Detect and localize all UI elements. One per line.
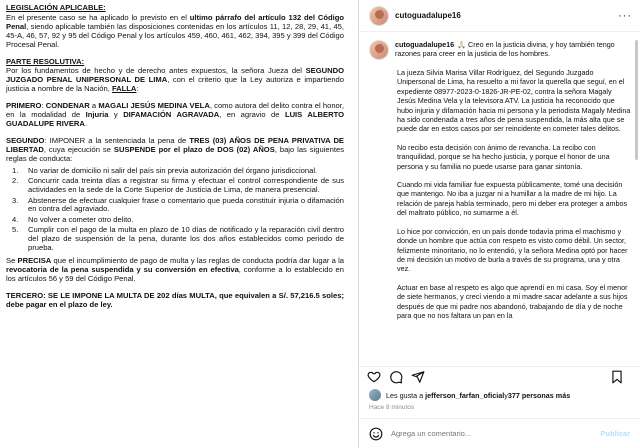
list-item: 5. Cumplir con el pago de la multa en plazo de 10 días de notificado y la reparación civil dentro del plazo de suspensión de la pena, durante los dos años establecidos como periodo de prueba. [12,225,344,253]
post-timestamp: Hace 8 minutos [369,404,415,411]
post-header [359,0,640,32]
share-icon[interactable] [411,370,425,384]
paragraph-tercero: TERCERO: SE LE IMPONE LA MULTA DE 202 días MULTA, que equivalen a S/. 57,216.5 soles; debe pagar en el plazo de ley. [6,290,344,309]
caption-area [359,36,640,376]
likes-summary [369,389,632,401]
paragraph-fundamentos: Por los fundamentos de hecho y de derecho antes expuestos, la señora Jueza del SEGUNDO JUZGADO PENAL UNIPERSONAL DE LIMA, con el criterio que la Ley autoriza e impartiendo justicia a nombre de la Nación, FALLA: [6,66,345,94]
list-item: 1. No variar de domicilio ni salir del país sin previa autorización del órgano jurisdiccional. [12,165,318,175]
heart-icon[interactable] [367,370,381,384]
list-item: 2. Concurrir cada treinta días a registrar su firma y efectuar el control correspondiente de sus actividades en la sede de la Corte Superior de Justicia de Lima, de manera presencial. [12,176,344,194]
heading-legislacion: LEGISLACIÓN APLICABLE: [6,3,106,12]
avatar[interactable] [369,40,389,60]
caption-paragraph: La jueza Silvia Marisa Villar Rodríguez, del Segundo Juzgado Unipersonal de Lima, ha resuelto a mi favor la querella que seguí, en el expediente 08977-2023-0-1826-JR-PE-02, contra la señora Magaly Jesús Medina Vela y la televisora ATV. La justicia ha reconocido que hubo injuria y difamación hacia mi persona y la periodista Magaly Medina ha sido condenada a tres años de pena suspendida, la más alta que se puede dar en estos casos por ser reincidente en cometer tales delitos. [397,68,631,134]
caption-lead [395,40,632,60]
list-item: 4. No volver a cometer otro delito. [12,214,134,224]
caption-paragraph: Lo hice por convicción, en un país donde todavía prima el machismo y donde un hombre que actúa con respeto es visto como débil. Un sector, felizmente minoritario, no lo entendió, y la señora Medina optó por hacer de mi decisión un motivo de burla a través de su programa, una y otra vez. [397,226,628,274]
list-item: 3. Abstenerse de efectuar cualquier frase o comentario que pueda constituir injuria o difamación en contra del agraviado. [12,195,344,214]
post-actions [359,366,640,386]
avatar[interactable] [369,389,381,401]
comment-bar [359,418,640,448]
paragraph-primero: PRIMERO: CONDENAR a MAGALI JESÚS MEDINA VELA, como autora del delito contra el honor, en la modalidad de Injuria y DIFAMACIÓN AGRAVADA, en agravio de LUIS ALBERTO GUADALUPE RIVERA. [6,101,344,128]
paragraph-precisa: Se PRECISA que el incumplimiento de pago de multa y las reglas de conducta podría dar lugar a la revocatoria de la pena suspendida y su conversión en efectiva, conforme a lo establecido en los artículos 56 y 59 del Código Penal. [6,256,344,283]
paragraph-legislacion: En el presente caso se ha aplicado lo previsto en el ultimo párrafo del artículo 132 del Código Penal, siendo aplicable también las disposiciones contenidas en los artículos 11, 12, 28, 29, 41, 45, 45-A, 46, 57, 92 y 95 del Código Penal y los artículos 459, 460, 461, 462, 394, 395 y 399 del Código Procesal Penal. [6,12,344,49]
caption-paragraph: Actuar en base al respeto es algo que aprendí en mi casa. Soy el menor de siete hermanos, y crecí viendo a mi madre sacar adelante a sus hijos después de que mi padre nos abandonó, trabajando de día y de noche para que no nos faltara un pan en la [397,282,628,320]
caption-paragraph: Cuando mi vida familiar fue expuesta públicamente, tomé una decisión que mantengo. No iba a juzgar ni a humillar a la madre de mi hijo. La relación de pareja había terminado, pero mi deber era proteger a ambos del maltrato público, no sumarme a él. [397,180,628,218]
liker-username[interactable]: jefferson_farfan_oficial [425,390,505,400]
comment-input[interactable] [391,429,600,438]
likes-mid: y [504,390,508,400]
conduct-rules-list [6,167,344,254]
comment-icon[interactable] [389,370,403,384]
caption-username[interactable]: cutoguadalupe16 [395,40,455,49]
caption-lead-text: 🙏🏻 Creo en la justicia divina, y hoy también tengo razones para creer en la justicia de los hombres. [395,40,615,59]
likes-count[interactable]: 377 personas más [507,390,571,400]
emoji-icon[interactable] [369,427,383,441]
avatar[interactable] [369,6,389,26]
more-options-icon[interactable]: ··· [618,9,632,22]
instagram-post-panel [358,0,640,448]
publish-button[interactable]: Publicar [600,429,630,438]
heading-parte-resolutiva: PARTE RESOLUTIVA: [6,56,85,66]
caption-paragraph: No recibo esta decisión con ánimo de revancha. La recibo con tranquilidad, porque se ha hecho justicia, y porque el honor de una persona y su familia no puede usarse para ganar sintonía. [397,142,610,171]
post-author-username[interactable]: cutoguadalupe16 [395,11,461,20]
bookmark-icon[interactable] [610,370,624,384]
likes-prefix: Les gusta a [386,390,424,400]
scrollbar[interactable] [635,40,638,160]
paragraph-segundo: SEGUNDO: IMPONER a la sentenciada la pena de TRES (03) AÑOS DE PENA PRIVATIVA DE LIBERTAD, cuya ejecución se SUSPENDE por el plazo de DOS (02) AÑOS, bajo las siguientes reglas de conducta: [6,135,344,163]
